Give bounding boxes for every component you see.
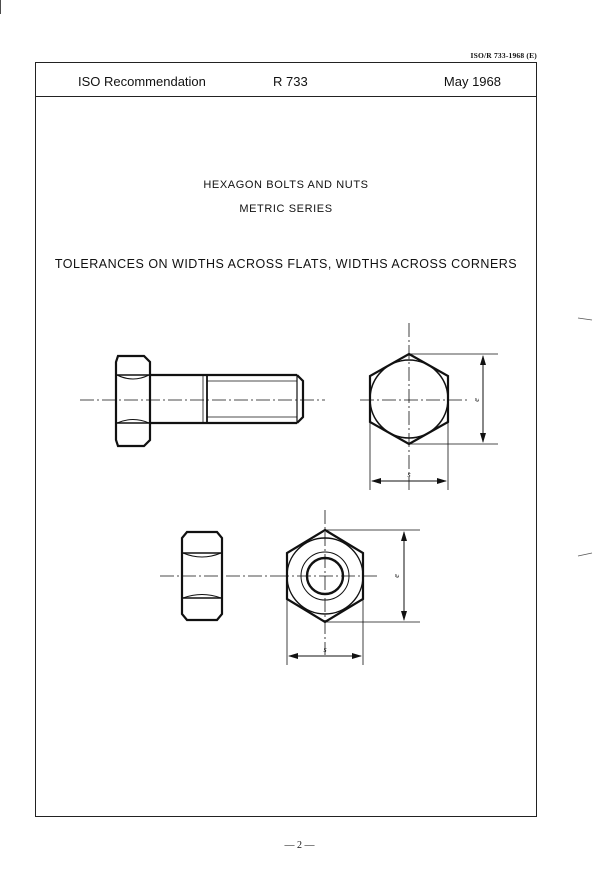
nut-side-view (160, 532, 275, 620)
bolt-dim-e-label: e (472, 398, 481, 402)
header-recommendation: ISO Recommendation (78, 74, 206, 89)
document-code: ISO/R 733-1968 (E) (470, 51, 537, 60)
bolt-end-view (360, 323, 498, 490)
scan-mark (578, 553, 592, 556)
nut-dim-e-label: e (392, 574, 401, 578)
bolt-side-view (80, 356, 325, 446)
header-date: May 1968 (443, 74, 501, 89)
title-line-1: HEXAGON BOLTS AND NUTS (203, 179, 369, 191)
scan-mark (578, 318, 592, 320)
nut-dim-s-label: s (323, 645, 327, 654)
bolt-head (116, 356, 150, 446)
header-number: R 733 (273, 74, 308, 89)
title-line-2: METRIC SERIES (239, 203, 333, 215)
nut-end-view (275, 510, 420, 665)
page-number: — 2 — (284, 840, 315, 851)
title-line-3: TOLERANCES ON WIDTHS ACROSS FLATS, WIDTHS ACROSS CORNERS (54, 257, 518, 271)
bolt-dim-s-label: s (407, 470, 411, 479)
